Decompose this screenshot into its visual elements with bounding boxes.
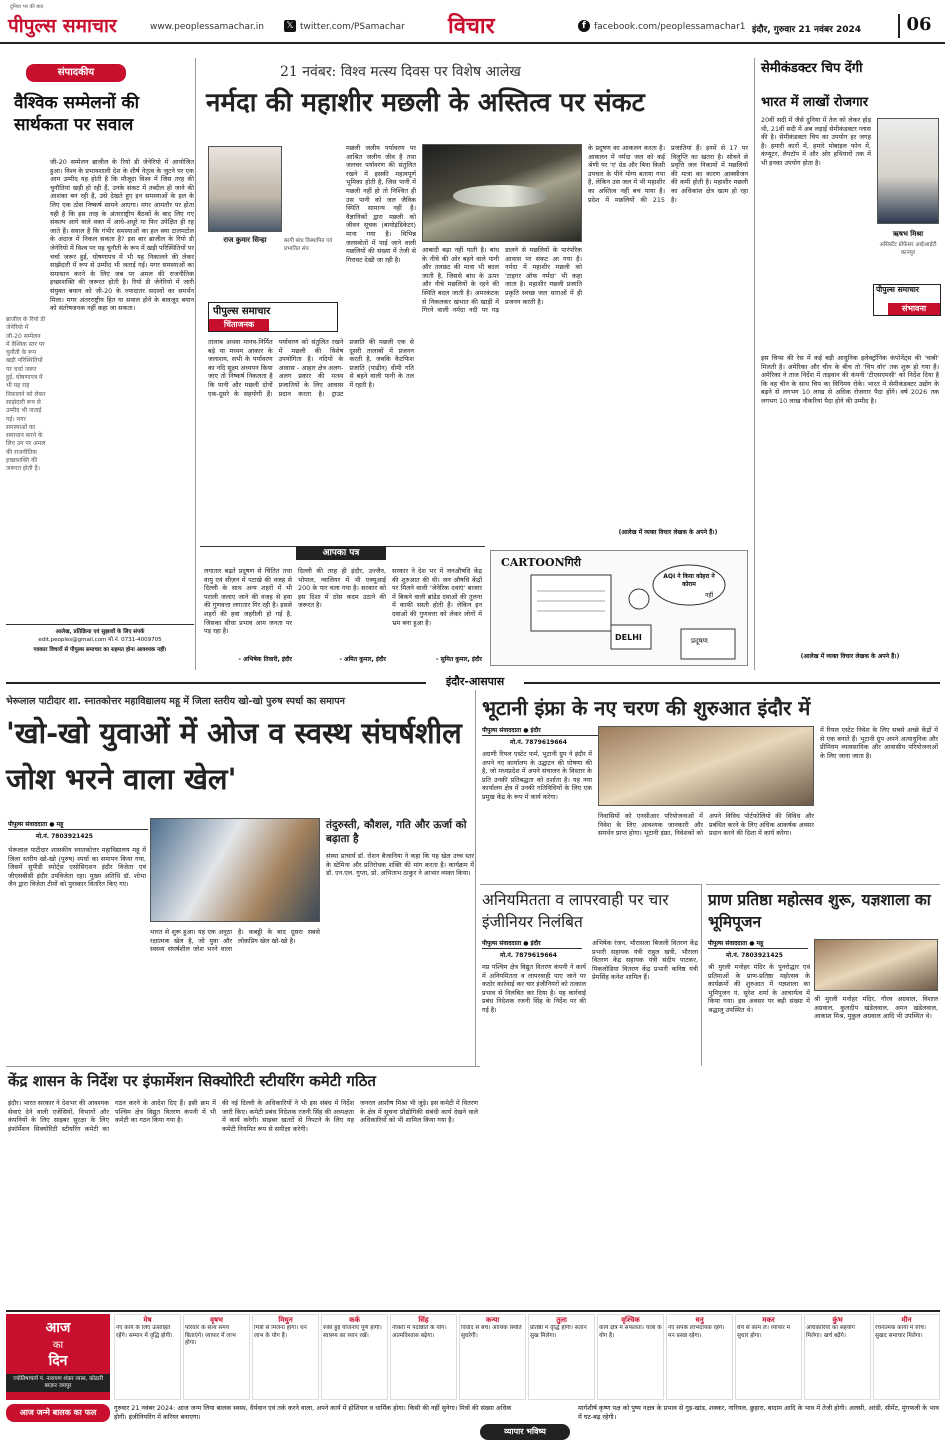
kho-kho-body-2: भारत से शुरू हुआ। यह एक अनूठा रक्षात्मक खेल है, जो युवा और स्वस्थ्य संघर्षशील जोश भरने वाला है। कबड्डी के बाद दूसरा सबसे लोकप्रिय खेल खो-खो है। [150, 928, 320, 954]
horo-sign-kumbh: कुंभ [832, 1316, 843, 1324]
semiconductor-article [754, 58, 940, 670]
cartoon-person-head [629, 589, 649, 609]
letter-3-by: - सुमित कुमार, इंदौर [436, 656, 482, 663]
editorial-footer [6, 624, 194, 668]
horoscope-title-bot: दिन [48, 1353, 68, 1369]
semi-headline: भारत में लाखों रोजगार [761, 95, 869, 110]
facebook-link[interactable]: facebook.com/peoplessamachar1 [594, 22, 746, 32]
letters-box [200, 546, 485, 666]
horo-text: नए संपर्क लाभदायक रहेंगे। मन प्रसन्न रहेगा। [668, 1325, 725, 1339]
kho-kho-mobile: मो.नं. 7803921425 [36, 833, 93, 840]
birthday-label: आज जन्मे बालक का फल [6, 1404, 110, 1422]
cartoon-smog-box [681, 629, 735, 659]
kho-kho-body-3: संस्था प्राचार्य डॉ. रोशन बैजानिया ने कहा कि यह खेल उच्च स्तर के स्टेमिना और प्रतिरोधक शक्ति की मांग करता है। कार्यक्रम में डॉ. एन.एल. गुप्ता, प्रो. अभिताभ ठाकुर ने आभार व्यक्त किया। [326, 852, 474, 878]
masthead-logo: पीपुल्स समाचार [8, 15, 117, 37]
letter-2: दिल्ली की तरह ही इंदौर, उज्जैन, भोपाल, ग्वालियर में भी एक्यूआई 200 के पार चला गया है। सरकार को इस दिशा में ठोस कदम उठाने की जरूरत है। [298, 567, 386, 610]
horo-sign-vrishchik: वृश्चिक [621, 1316, 640, 1324]
horoscope-section [6, 1310, 940, 1442]
bhutani-byline: पीपुल्स संवाददाता ● इंदौर [482, 726, 622, 736]
contact-phone: मो.नं. 0731-4009705 [108, 637, 162, 643]
cartoon-sign-1: AQI ने किया कोहरा ने कोराम [663, 573, 715, 588]
bhutani-body-3: में रियल एस्टेट निवेश के लिए सबसे अच्छे केंद्रों में से एक बनाते हैं। भूटानी ग्रुप अपने अत्याधुनिक और प्रीमियम व्यावसायिक और आवासीय परियोजनाओं के लिए जाना जाता है। [820, 726, 938, 760]
horo-sign-mithun: मिथुन [278, 1316, 293, 1324]
birthday-text: गुरुवार 21 नवंबर 2024: आज जन्म लिया बालक स्वस्थ, धैर्यवान एवं तर्क करने वाला, अपने कार्य में होशियार व धार्मिक होगा। किसी की नहीं सुनेगा। मित्रों की संख्या अधिक होगी। इंजीनियरिंग में करियर बनाएगा। [114, 1404, 512, 1421]
horoscope-grid [114, 1314, 940, 1400]
horo-text: कार्य क्षेत्र में सफलता। यात्रा के योग हैं। [599, 1325, 662, 1339]
info-security-article [6, 1066, 480, 1308]
cartoon-title: CARTOONगिरी [501, 556, 582, 569]
horo-cell [666, 1314, 733, 1400]
cartoon-sign-2: नहीं [705, 592, 714, 599]
fish-shape [453, 185, 549, 207]
horo-cell [735, 1314, 802, 1400]
pran-pratishtha-article [706, 884, 940, 1066]
section-banner: इंदौर-आसपास [445, 675, 505, 688]
pran-photo [814, 939, 938, 991]
kho-kho-kicker: भेरूलाल पाटीदार शा. स्नातकोत्तर महाविद्यालय महू में जिला स्तरीय खो-खो पुरुष स्पर्धा का समापन [6, 696, 345, 707]
editorial-column [6, 58, 196, 670]
semi-tag-box [873, 284, 941, 316]
horo-text: अधिकारियों का सहयोग मिलेगा। खर्च बढ़ेंगे। [806, 1325, 855, 1339]
horo-cell [183, 1314, 250, 1400]
cartoon-drawing [491, 551, 749, 667]
fish-tag-box [208, 302, 338, 332]
semi-author-name: ऋषभ मिश्रा [892, 230, 924, 238]
horo-cell [252, 1314, 319, 1400]
dateline: इंदौर, गुरुवार 21 नवंबर 2024 [752, 25, 862, 35]
bhutani-article [480, 690, 940, 878]
aniyamitata-body-2: अभिषेक रंजन, भौरासला बिजली वितरण केंद्र प्रभारी सहायक यंत्री राहुल खत्री, भौराला वितरण केंद्र सहायक यंत्री संदीप पाटकर, पिकलोडिया वितरण केंद्र प्रभारी कनिष्ठ यंत्री प्रेमसिंह कनेश शामिल हैं। [592, 939, 698, 982]
horo-sign-kanya: कन्या [485, 1316, 500, 1324]
editorial-body: जी-20 सम्मेलन ब्राजील के रियो डी जेनेरियो में आयोजित हुआ। विश्व के प्रभावशाली देश के शीर्ष नेतृत्व के जुटने पर एक आम उम्मीद यह होती है कि मौजूदा विश्व में जिस तरह की चुनौतियां खड़ी हो रही हैं, उनके संकट में तब्दील हो जाने की आशंका बन रही है, उसे देखते हुए इन समस्याओं के हल के लिए एक ठोस निष्कर्ष सामने आएगा। मगर आमतौर पर होता यही है कि इस तरह के अंतरराष्ट्रीय बैठकों के बाद लिए गए संकल्प आगे वाले वक्त में आधे-अधूरे या फिर उपेक्षित ही रह जाते हैं। सवाल है कि गंभीर समस्याओं का हल क्या टालमटोल के अंदाज में निकल सकता है? इस बार ब्राजील के रियो डी जेनेरियो में विश्व पर यह चुनौती के रूप में खड़ी परिस्थितियों पर चर्चा जरूर हुई, घोषणापत्र में भी यह निकालने की लेकर साझेदारी में रूप से उम्मीद भी जताई गई। मगर समस्याओं का समाधान करने के लिए जब पर अमल की राजनीतिक इच्छाशक्ति की जरूरत होती है। रियो डी जेनेरियो में जारी संयुक्त बयान को जी-20 के ज्यादातर सदस्यों का समर्थन मिला। मगर अंतरराष्ट्रीय हित या सवाल होने के बावजूद बयान को संतोषजनक नहीं कहा जा सकता। [50, 158, 194, 313]
cartoon-box [490, 550, 748, 666]
horo-sign-dhanu: धनु [695, 1316, 704, 1324]
x-icon: 𝕏 [284, 20, 296, 32]
editorial-headline: वैश्विक सम्मेलनों की सार्थकता पर सवाल [14, 93, 139, 135]
horo-sign-meen: मीन [901, 1316, 912, 1324]
horo-sign-vrishabh: वृषभ [210, 1316, 223, 1324]
semi-author-role: असिस्टेंट प्रोफेसर आईआईटी कानपुर [879, 242, 937, 256]
pran-body-2: श्री मुरली मनोहर मंदिर, गौरव अग्रवाल, विशाल अग्रवाल, कुलदीप खंडेलवाल, अमन खंडेलवाल, आकाश मिश्र, मुकुल अग्रवाल आदि भी उपस्थित थे। [814, 995, 938, 1021]
info-security-body-3: जनरल आशीष मिश्रा भी जुड़े। इस कमेटी में वितरण के क्षेत्र में सूचना प्रौद्योगिकी संबंधी कार्य देखने वाले अधिकारियों को भी शामिल किया गया है। [360, 1099, 478, 1125]
page-number: 06 [898, 14, 938, 38]
fish-photo [422, 144, 582, 242]
letters-header: आपका पत्र [296, 546, 386, 560]
cartoon-paper [531, 575, 611, 631]
author-photo [208, 146, 282, 232]
pran-headline: प्राण प्रतिष्ठा महोत्सव शुरू, यज्ञशाला का भूमिपूजन [708, 890, 931, 931]
bhutani-body-2: निवासियों को एनसीआर परियोजनाओं में निवेश के लिए आवश्यक जानकारी और समर्थन प्राप्त होगा। भूटानी इंफ्रा, निवेशकों को अपने विविध पोर्टफोलियो की विविध और प्रबंधित करने के लिए अधिक आकर्षक अवसर प्रदान करने की दिशा में कार्य करेगा। [598, 812, 814, 838]
horo-cell [390, 1314, 457, 1400]
masthead [0, 0, 945, 44]
horo-sign-kark: कर्क [349, 1316, 360, 1324]
aniyamitata-body: मप्र पश्चिम क्षेत्र विद्युत वितरण कंपनी ने कार्य में अनियमितता व लापरवाही पाए जाने पर कठोर कार्रवाई कर चार इंजीनियरों को तत्काल प्रभाव से निलंबित कर दिया है। यह कार्रवाई प्रबंध निदेशक रजनी सिंह के निर्देश पर की गई है। [482, 963, 586, 1014]
semi-author-photo [877, 118, 939, 224]
section-title: विचार [448, 13, 495, 39]
letter-1: लगातार बढ़ते प्रदूषण से चिंतित तथा वायु एवं सीज़न में पटाखे की वजह से दिल्ली के साथ अन्य शहरों में भी पराली जलाए जाने की वजह से हवा की गुणवत्ता लगातार गिर रही है। इससे शहरों की हवा जहरीली हो गई है, जिसका सीधा प्रभाव आम जनता पर पड़ रहा है। [204, 567, 292, 636]
bhutani-body: अग्रणी रियल एस्टेट फर्म, भूटानी ग्रुप ने इंदौर में अपने नए कार्यालय के उद्घाटन की घोषणा की है, जो मध्यप्रदेश में अपने संचालन के विस्तार के प्रति उनकी प्रतिबद्धता को दर्शाता है। यह नया कार्यालय क्षेत्र में उनकी गतिविधियों के लिए एक प्रमुख केंद्र के रूप में कार्य करेगा। [482, 750, 592, 801]
disclaimer: पत्रकार विचारों से पीपुल्स समाचार का सहमत होना आवश्यक नहीं। [33, 647, 167, 653]
info-security-body-2: की नई दिल्ली के अधिकारियों ने भी इस संबंध में निर्देश जारी किए। कमेटी प्रबंध निदेशक रजनी सिंह की अध्यक्षता में कार्य करेगी। साइबर खतरों से निपटने के लिए यह कमेटी नियमित रूप से समीक्षा करेगी। [222, 1099, 354, 1133]
fish-col1: मछली जलीय पर्यावरण पर आश्रित जलीय जीव है तथा जलचर पर्यावरण की संतुलित रखने में इसकी महत्वपूर्ण भूमिका होती है, जिस पानी में मछली नहीं हो तो निश्चित ही उस पानी को जल जैविक स्थिति सामान्य नहीं है। वैज्ञानिकों द्वारा मछली को जीवन सूचक (बायोइंडिकेटर) माना गया है। विभिन्न जलस्त्रोतों में पाई जाने वाली मछलियों की संख्या में तेजी से गिरावट देखी जा रही है। [346, 144, 416, 264]
horoscope-title-mid: का [52, 1340, 64, 1351]
pran-byline: पीपुल्स संवाददाता ● महू [708, 939, 808, 949]
horo-cell [597, 1314, 664, 1400]
horoscope-title-top: आज [45, 1320, 71, 1336]
horo-text: प्रतिष्ठा में वृद्धि होगी। संतान सुख मिलेगा। [530, 1325, 587, 1339]
info-security-headline: केंद्र शासन के निर्देश पर इंफार्मेशन सिक्योरिटी स्टीयरिंग कमेटी गठित [8, 1072, 376, 1090]
author-role: बरगी बांध विस्थापित एवं प्रभावित संघ [284, 238, 333, 252]
author-name: राज कुमार सिन्हा [223, 236, 267, 244]
aniyamitata-byline: पीपुल्स संवाददाता ● इंदौर [482, 939, 582, 949]
kho-kho-article [6, 690, 476, 1066]
semi-body: इस चिप्स की रेस में कई बड़ी आधुनिक इलेक्ट्रॉनिक कंपोनेंट्स की 'चाबी' मिलती है। अमेरिका और चीन के बीच तो 'चिप वॉर' तक शुरू हो गया है। अमेरिका ने ताज निर्देश में ताइवान की कंपनी 'टीएसएमसी' को निर्देश दिया है कि वह चीन के साथ चिप का विनिमय रोके। भारत में सेमीकंडक्टर उद्योग के बढ़ने से लगभग 10 लाख से अधिक रोजगार पैदा होंगे। वर्ष 2026 तक लगभग 10 लाख नौकरियां पैदा होने की उम्मीद है। [761, 354, 939, 405]
horo-sign-mesh: मेष [143, 1316, 152, 1324]
horo-text: रचनात्मक कार्यों में रुचि। सुखद समाचार मिलेगा। [875, 1325, 926, 1339]
horo-text: नए कार्य के लिए उत्साहित रहेंगे। सम्मान में वृद्धि होगी। [116, 1325, 173, 1339]
horo-cell [528, 1314, 595, 1400]
business-text: मार्गशीर्ष कृष्ण पक्ष को पुष्य नक्षत्र के प्रभाव से गुड़-खांड, शक्कर, नारियल, छुहारा, बादाम आदि के भाव में तेजी होगी। अलसी, अरंडी, सीमेंट, मुंगफली के भाव में घट-बढ़ रहेगी। [578, 1404, 939, 1421]
section-rule-left [6, 682, 426, 684]
horo-text: मित्रों से मिलना होगा। धन लाभ के योग हैं। [254, 1325, 307, 1339]
horo-cell [804, 1314, 871, 1400]
cartoon-box-label: DELHI [615, 633, 642, 642]
horo-text: परिवार के साथ समय बिताएंगे। व्यापार में लाभ होगा। [185, 1325, 236, 1347]
bhutani-mobile: मो.नं. 7879619664 [510, 739, 567, 746]
fish-article [200, 58, 750, 548]
horo-sign-tula: तुला [556, 1316, 567, 1324]
editorial-label: संपादकीय [26, 64, 126, 82]
info-security-body: इंदौर। भारत सरकार ने देशभर की आवश्यक सेवाएं देने वाली एजेंसियों, विभागों और कंपनियों के लिए साइबर सुरक्षा के लिए इंफॉर्मेशन सिक्योरिटी स्टीयरिंग कमेटी का गठन करने के आदेश दिए हैं। इसी क्रम में पश्चिम क्षेत्र विद्युत वितरण कंपनी में भी कमेटी का गठन किया गया है। [8, 1099, 216, 1133]
aniyamitata-headline: अनियमितता व लापरवाही पर चार इंजीनियर निलंबित [482, 891, 669, 931]
contact-email[interactable]: edit.peoples@gmail.com [38, 637, 107, 643]
aniyamitata-article [480, 884, 702, 1066]
semi-tag-logo: पीपुल्स समाचार [876, 285, 919, 294]
horo-cell [114, 1314, 181, 1400]
horo-sign-singh: सिंह [418, 1316, 429, 1324]
fish-tag: चिंताजनक [209, 319, 269, 331]
fish-col2: तालाब अथवा मानव-निर्मित बड़े या मध्यम आकार के जलाशय, सभी के पर्यावरण का नदि सूक्ष्म अध्ययन किया जाए तो निष्कर्ष निकलता है कि पानी और मछली दोनों एक-दूसरे के सहयोगी हैं। पर्यावरण को संतुलित रखने में मछली की विशेष उपयोगिता है। नदियों के आवास - आहार क्षेत्र अलग-अलग प्रकार की मत्स्य प्रजातियों के लिए आवास प्रदान करता है। ट्राउट प्रजाति की मछली एक से दूसरी तालाबों में प्रजनन करती है, जबकि कैटफिश प्रजाति (पाढीन) धीमी गति से बहने वाली पानी के तल में रहती है। [208, 338, 414, 398]
cartoon-paper-label: प्रदूषण [691, 637, 708, 645]
fish-footer: (आलेख में व्यक्त विचार लेखक के अपने हैं।) [618, 529, 718, 536]
horo-text: धैर्य से काम लें। व्यापार में सुधार होगा। [737, 1325, 791, 1339]
kho-kho-headline: 'खो-खो युवाओं में ओज व स्वस्थ संघर्षशील जोश भरने वाला खेल' [6, 716, 462, 796]
letter-1-by: - अभिषेक तिवारी, इंदौर [238, 656, 292, 663]
fish-tag-logo: पीपुल्स समाचार [213, 306, 271, 317]
horo-sign-makar: मकर [762, 1316, 775, 1324]
bhutani-photo [598, 726, 814, 806]
horo-cell [459, 1314, 526, 1400]
horo-text: नौकरी में पदोन्नति के योग। आत्मविश्वास बढ़ेगा। [392, 1325, 447, 1339]
fish-col3: आबादी बढ़ा नहीं पाती है। बांध के नीचे की ओर बहने वाले पानी और तलछट की मात्रा भी बदल जाती है, जिससे बांध के ऊपर और नीचे मछलियों के रहने की स्थिति बदल जाती है। अमरकंटक से निकलकर खंभात की खाड़ी में गिरने वाली नर्मदा नदी पर गढ़ डालने से मछलियों के पारंपरिक आवास पर संकट आ गया है। नर्मदा में महाशीर मछली को 'टाइगर ऑफ नर्मदा' भी कहा जाता है। महाशीर मछली प्रजाति प्रकृति स्वच्छ जल धाराओं में ही प्रजनन करती है। [422, 246, 582, 315]
pran-mobile: मो.नं. 7803921425 [726, 952, 783, 959]
fish-col4: के प्रदूषण का आकलन करता है। आकलन में नर्मदा जल को कई श्रेणी पर 'ए' ग्रेड और बिना किसी उपचार के पीने योग्य बताया गया है, लेकिन उस जल में भी महाशीर का अस्तित्व नहीं बच पाया है। प्रदेश में मछलियों की 215 प्रजातियां हैं। इनमें से 17 पर विलुप्ति का खतरा है। सोचने से प्रवृत्ति जल निकायों में मछलियों की मात्रा का कारण आक्सीजन की कमी होती है। महाशीर मछली का अधिकांश क्षेत्र खत्म हो रहा है। [588, 144, 748, 204]
masthead-logo-tag: दुनिया भर की बात [10, 4, 44, 10]
kho-kho-team-photo [150, 818, 320, 922]
fish-kicker: 21 नवंबर: विश्व मत्स्य दिवस पर विशेष आलेख [280, 64, 521, 80]
business-label: व्यापार भविष्य [480, 1424, 570, 1440]
semi-tag: संभावना [888, 303, 940, 315]
kho-kho-byline: पीपुल्स संवाददाता ● महू [8, 820, 148, 830]
aniyamitata-mobile: मो.नं. 7879619664 [500, 952, 557, 959]
horoscope-astrologer: ज्योतिषाचार्य पं. नारायण शंकर व्यास, कोठारी बाज़ार जयपुर [6, 1374, 110, 1392]
bhutani-headline: भूटानी इंफ्रा के नए चरण की शुरुआत इंदौर में [482, 696, 811, 720]
fish-headline: नर्मदा की महाशीर मछली के अस्तित्व पर संकट [206, 88, 645, 118]
facebook-icon: f [578, 20, 590, 32]
contact-label: आलेख, प्रतिक्रिया एवं सुझावों के लिए संपर्क [55, 629, 145, 635]
section-rule-right [524, 682, 940, 684]
editorial-pullquote: ब्राजील के रियो डी जेनेरियो में जी-20 सम्मेलन में वैश्विक स्तर पर चुनौती के रूप खड़ी परिस्थितियों पर चर्चा जरूर हुई, घोषणापत्र में भी यह राह निकालने को लेकर साझेदारी रूप से उम्मीद भी जताई गई। मगर समस्याओं का समाधान करने के लिए उन पर अमल की राजनीतिक इच्छाशक्ति की जरूरत होती है। [6, 316, 46, 473]
semi-footer: (आलेख में व्यक्त विचार लेखक के अपने हैं।) [800, 653, 900, 660]
horo-text: विवाद से बचें। आर्थिक स्थिति सुधरेगी। [461, 1325, 522, 1339]
letter-3: सरकार ने देश भर में जनऔषधि केंद्र की शुरुआत की थी। जन औषधि केंद्रों पर मिलने वाली 'जेनेरिक दवाएं' बाजार में बिकने वाली ब्रांडेड दवाओं की तुलना में काफी सस्ती होती हैं। लेकिन इन दवाओं की गुणवत्ता को लेकर लोगों में भ्रम बना हुआ है। [392, 567, 482, 627]
horo-cell [321, 1314, 388, 1400]
horo-cell [873, 1314, 940, 1400]
website-link[interactable]: www.peoplessamachar.in [150, 22, 264, 32]
pran-body: श्री मुरली मनोहर मंदिर के पुनरोद्धार एवं प्रतिमाओं के प्राण-प्रतिष्ठा महोत्सव के कार्यक्रमों की शुरुआत में यज्ञशाला का भूमिपूजन पं. सुरेश शर्मा के आचार्यत्व में किया गया। इस अवसर पर बड़ी संख्या में श्रद्धालु उपस्थित थे। [708, 963, 810, 1014]
kho-kho-subhead: तंदुरुस्ती, कौशल, गति और ऊर्जा को बढ़ाता है [326, 819, 467, 845]
letter-2-by: - अमित कुमार, इंदौर [339, 656, 386, 663]
horoscope-title-box [6, 1314, 110, 1400]
twitter-link[interactable]: twitter.com/PSamachar [300, 22, 405, 32]
horo-text: रुकी हुई योजनाएं पूर्ण होंगी। स्वास्थ्य का ध्यान रखें। [323, 1325, 382, 1339]
semi-intro: 20वीं सदी में जैसे दुनिया में तेल को लेकर होड़ थी, 21वीं सदी में अब लड़ाई सेमीकंडक्टर ग्लास की है। सेमीकंडक्टर चिप का उपयोग हर जगह है। हमारी कारों में, हमारे मोबाइल फोन में, कंप्यूटर, लैपटॉप में और ओर हथियारों तक में भी इनका उपयोग होता है। [761, 116, 871, 167]
semi-kicker: सेमीकंडक्टर चिप देंगी [761, 61, 863, 76]
kho-kho-body: भेरूलाल पाटीदार शासकीय स्नातकोत्तर महाविद्यालय महू में जिला स्तरीय खो-खो (पुरुष) स्पर्धा का समापन किया गया, जिसमें सुपीडी स्पोर्ट्स एसोसिएशन इंदौर विजेता एवं जीएसबीसी इंदौर उपविजेता रहा। मुख्य अतिथि डॉ. शोभा जैन द्वारा विजेता टीमों को पुरस्कार वितरित किए गए। [8, 846, 146, 889]
